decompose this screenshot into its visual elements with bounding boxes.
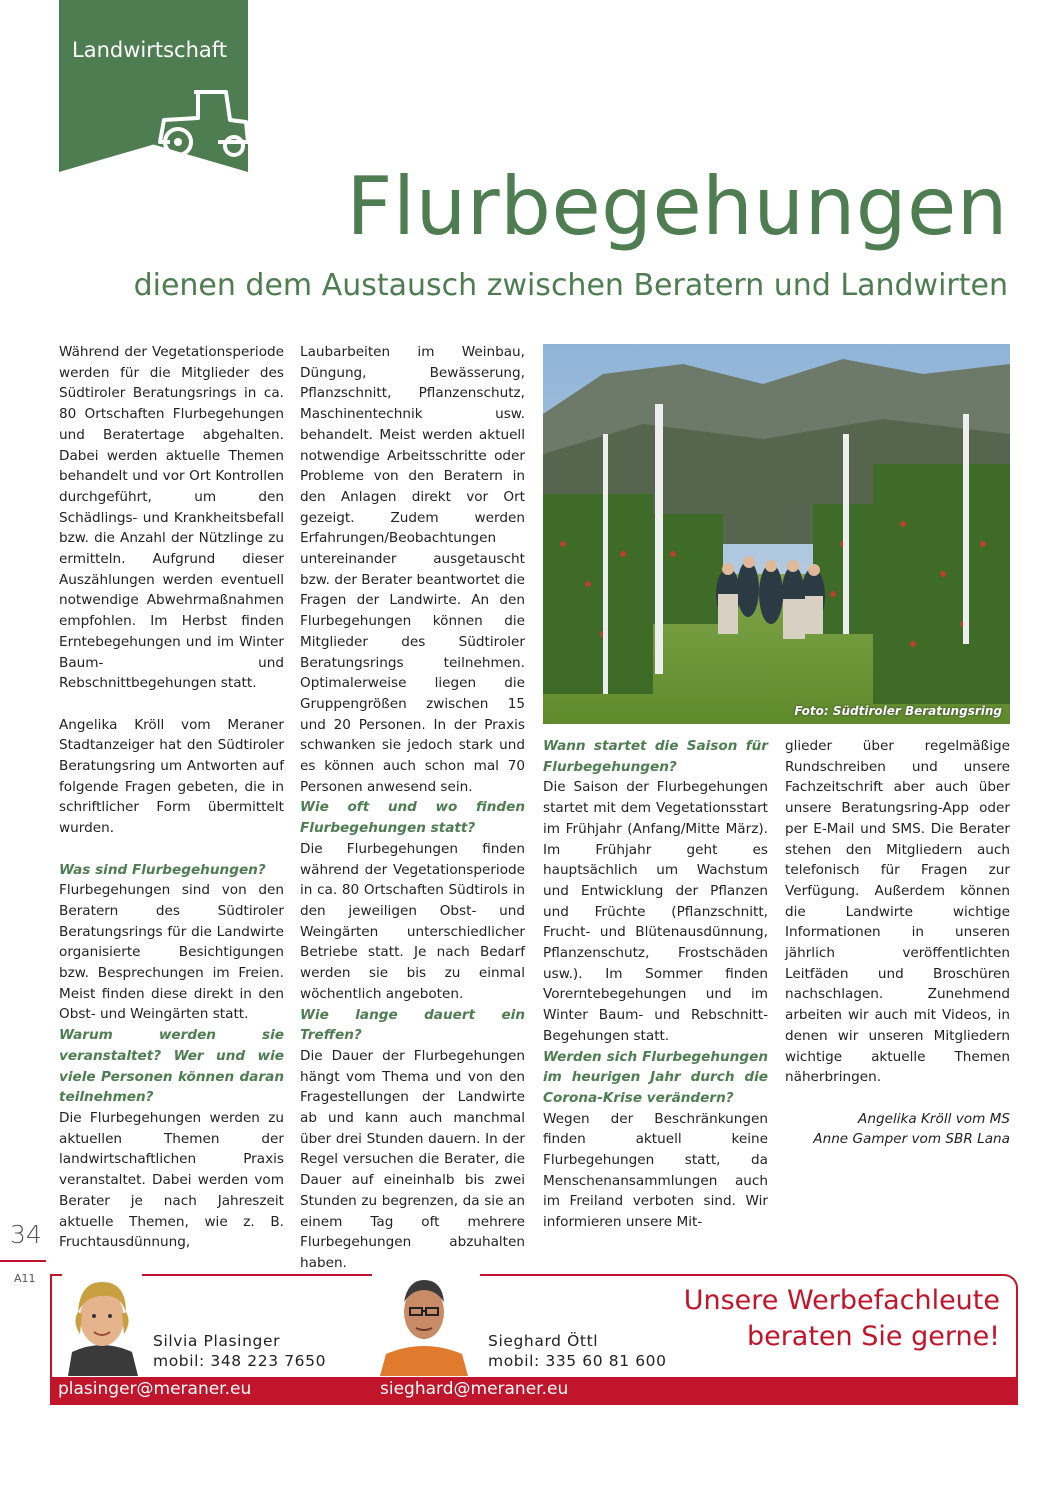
orchard-photo: [543, 344, 1010, 724]
question-heading: Wann startet die Saison für Flurbegehungen?: [543, 738, 768, 775]
contact-name: Sieghard Öttl: [488, 1332, 599, 1350]
article-column-3: [543, 736, 768, 1233]
article-column-1: [59, 342, 284, 1253]
orchard-illustration: [543, 344, 1010, 724]
question-heading: Wie oft und wo finden Flurbegehungen statt?: [300, 799, 525, 837]
answer-paragraph: Die Flurbegehungen werden zu aktuellen Themen der landwirtschaftlichen Praxis veranstaltet. Dabei werden vom Berater je nach Jahreszeit aktuelle Themen, wie z. B. Fruchtausdünnung,: [59, 1109, 284, 1251]
answer-paragraph: Die Dauer der Flurbegehungen hängt vom Thema und von den Fragestellungen der Landwirte ab und kann auch manchmal über drei Stunden dauern. In der Regel versuchen die Berater, die Dauer auf eineinhalb bis zwei Stunden zu begrenzen, da sie an einem Tag oft mehrere Flurbegehungen abzuhalten haben.: [300, 1047, 525, 1271]
answer-paragraph: Laubarbeiten im Weinbau, Düngung, Bewässerung, Pflanzschnitt, Pflanzenschutz, Maschinentechnik usw. behandelt. Meist werden aktuell notwendige Arbeitsschritte oder Probleme von den Beratern in den Anlagen direkt vor Ort gezeigt. Zudem werden Erfahrungen/Beobachtungen untereinander ausgetauscht bzw. der Berater beantwortet die Fragen der Landwirte. An den Flurbegehungen können die Mitglieder des Südtiroler Beratungsrings teilnehmen. Optimalerweise liegen die Gruppengrößen zwischen 15 und 20 Personen. In der Praxis schwanken sie jedoch stark und es können auch schon mal 70 Personen anwesend sein.: [300, 344, 525, 795]
article-column-4: [785, 736, 1010, 1150]
question-heading: Werden sich Flurbegehungen im heurigen Jahr durch die Corona-Krise verändern?: [543, 1048, 768, 1106]
intro-paragraph-2: Angelika Kröll vom Meraner Stadtanzeiger hat den Südtiroler Beratungsring um Antworten auf folgende Fragen gebeten, die in schriftlicher Form übermittelt wurden.: [59, 716, 284, 837]
contact-email-link[interactable]: sieghard@meraner.eu: [380, 1379, 569, 1399]
contact-portrait-silvia: [62, 1272, 142, 1376]
answer-paragraph: Flurbegehungen sind von den Beratern des Südtiroler Beratungsrings für die Landwirte organisierte Besichtigungen bzw. Besprechungen im Freien. Meist finden diese direkt in den Obst- und Weingärten statt.: [59, 882, 284, 1023]
page-number-rule: [0, 1260, 46, 1262]
contact-portrait-sieghard: [378, 1272, 470, 1376]
question-heading: Was sind Flurbegehungen?: [59, 861, 266, 878]
contact-email-link[interactable]: plasinger@meraner.eu: [58, 1379, 252, 1399]
answer-paragraph: Die Flurbegehungen finden während der Vegetationsperiode in ca. 80 Ortschaften Südtirols in den jeweiligen Obst- und Weingärten unterschiedlicher Betriebe statt. Je nach Bedarf werden sie bis zu einmal wöchentlich angeboten.: [300, 840, 525, 1002]
answer-paragraph: Die Saison der Flurbegehungen startet mit dem Vegetationsstart im Frühjahr (Anfang/Mitte März). Im Frühjahr geht es hauptsächlich um Wachstum und Entwicklung der Pflanzen und Früchte (Pflanzschnitt, Frucht- und Blütenausdünnung, Pflanzenschutz, Frostschäden usw.). Im Sommer finden Vorerntebegehungen und im Winter Baum- und Rebschnitt-Begehungen statt.: [543, 779, 768, 1044]
photo-caption: Foto: Südtiroler Beratungsring: [794, 704, 1002, 718]
ad-slogan-line-1: Unsere Werbefachleute: [683, 1285, 1000, 1316]
article-column-2: [300, 342, 525, 1274]
author-signature: Anne Gamper vom SBR Lana: [813, 1131, 1010, 1148]
section-label: Landwirtschaft: [72, 38, 228, 62]
contact-name: Silvia Plasinger: [153, 1332, 281, 1350]
answer-paragraph: glieder über regelmäßige Rundschreiben und unsere Fachzeitschrift aber auch über unsere Beratungsring-App oder per E-Mail und SMS. Die Berater stehen den Mitgliedern auch telefonisch für Fragen zur Verfügung. Außerdem können die Landwirte wichtige Informationen in unseren jährlich veröffentlichten Leitfäden und Broschüren nachschlagen. Zunehmend arbeiten wir auch mit Videos, in denen wir unseren Mitgliedern wichtige aktuelle Themen näherbringen.: [785, 738, 1010, 1086]
page-number: 34: [10, 1220, 42, 1249]
ad-slogan: [684, 1283, 1000, 1355]
question-heading: Wie lange dauert ein Treffen?: [300, 1006, 525, 1044]
page-code: A11: [14, 1272, 36, 1285]
article-subtitle: dienen dem Austausch zwischen Beratern und Landwirten: [133, 268, 1008, 303]
question-heading: Warum werden sie veranstaltet? Wer und wie viele Personen können daran teilnehmen?: [59, 1027, 284, 1106]
article-title: Flurbegehungen: [346, 160, 1008, 253]
author-signature: Angelika Kröll vom MS: [858, 1110, 1010, 1127]
intro-paragraph: Während der Vegetationsperiode werden für die Mitglieder des Südtiroler Beratungsrings in ca. 80 Ortschaften Flurbegehungen und Beratertage abgehalten. Dabei werden aktuelle Themen behandelt und vor Ort Kontrollen durchgeführt, um den Schädlings- und Krankheitsbefall bzw. die Anzahl der Nützlinge zu ermitteln. Aufgrund dieser Auszählungen werden eventuell notwendige Abwehrmaßnahmen empfohlen. Im Herbst finden Erntebegehungen und im Winter Baum- und Rebschnittbegehungen statt.: [59, 344, 284, 692]
answer-paragraph: Wegen der Beschränkungen finden aktuell keine Flurbegehungen statt, da Menschenansammlungen auch im Freiland verboten sind. Wir informieren unsere Mit-: [543, 1110, 768, 1231]
contact-phone[interactable]: mobil: 335 60 81 600: [488, 1352, 667, 1370]
contact-phone[interactable]: mobil: 348 223 7650: [153, 1352, 327, 1370]
ad-slogan-line-2: beraten Sie gerne!: [746, 1321, 1000, 1352]
tractor-icon: [156, 86, 250, 162]
